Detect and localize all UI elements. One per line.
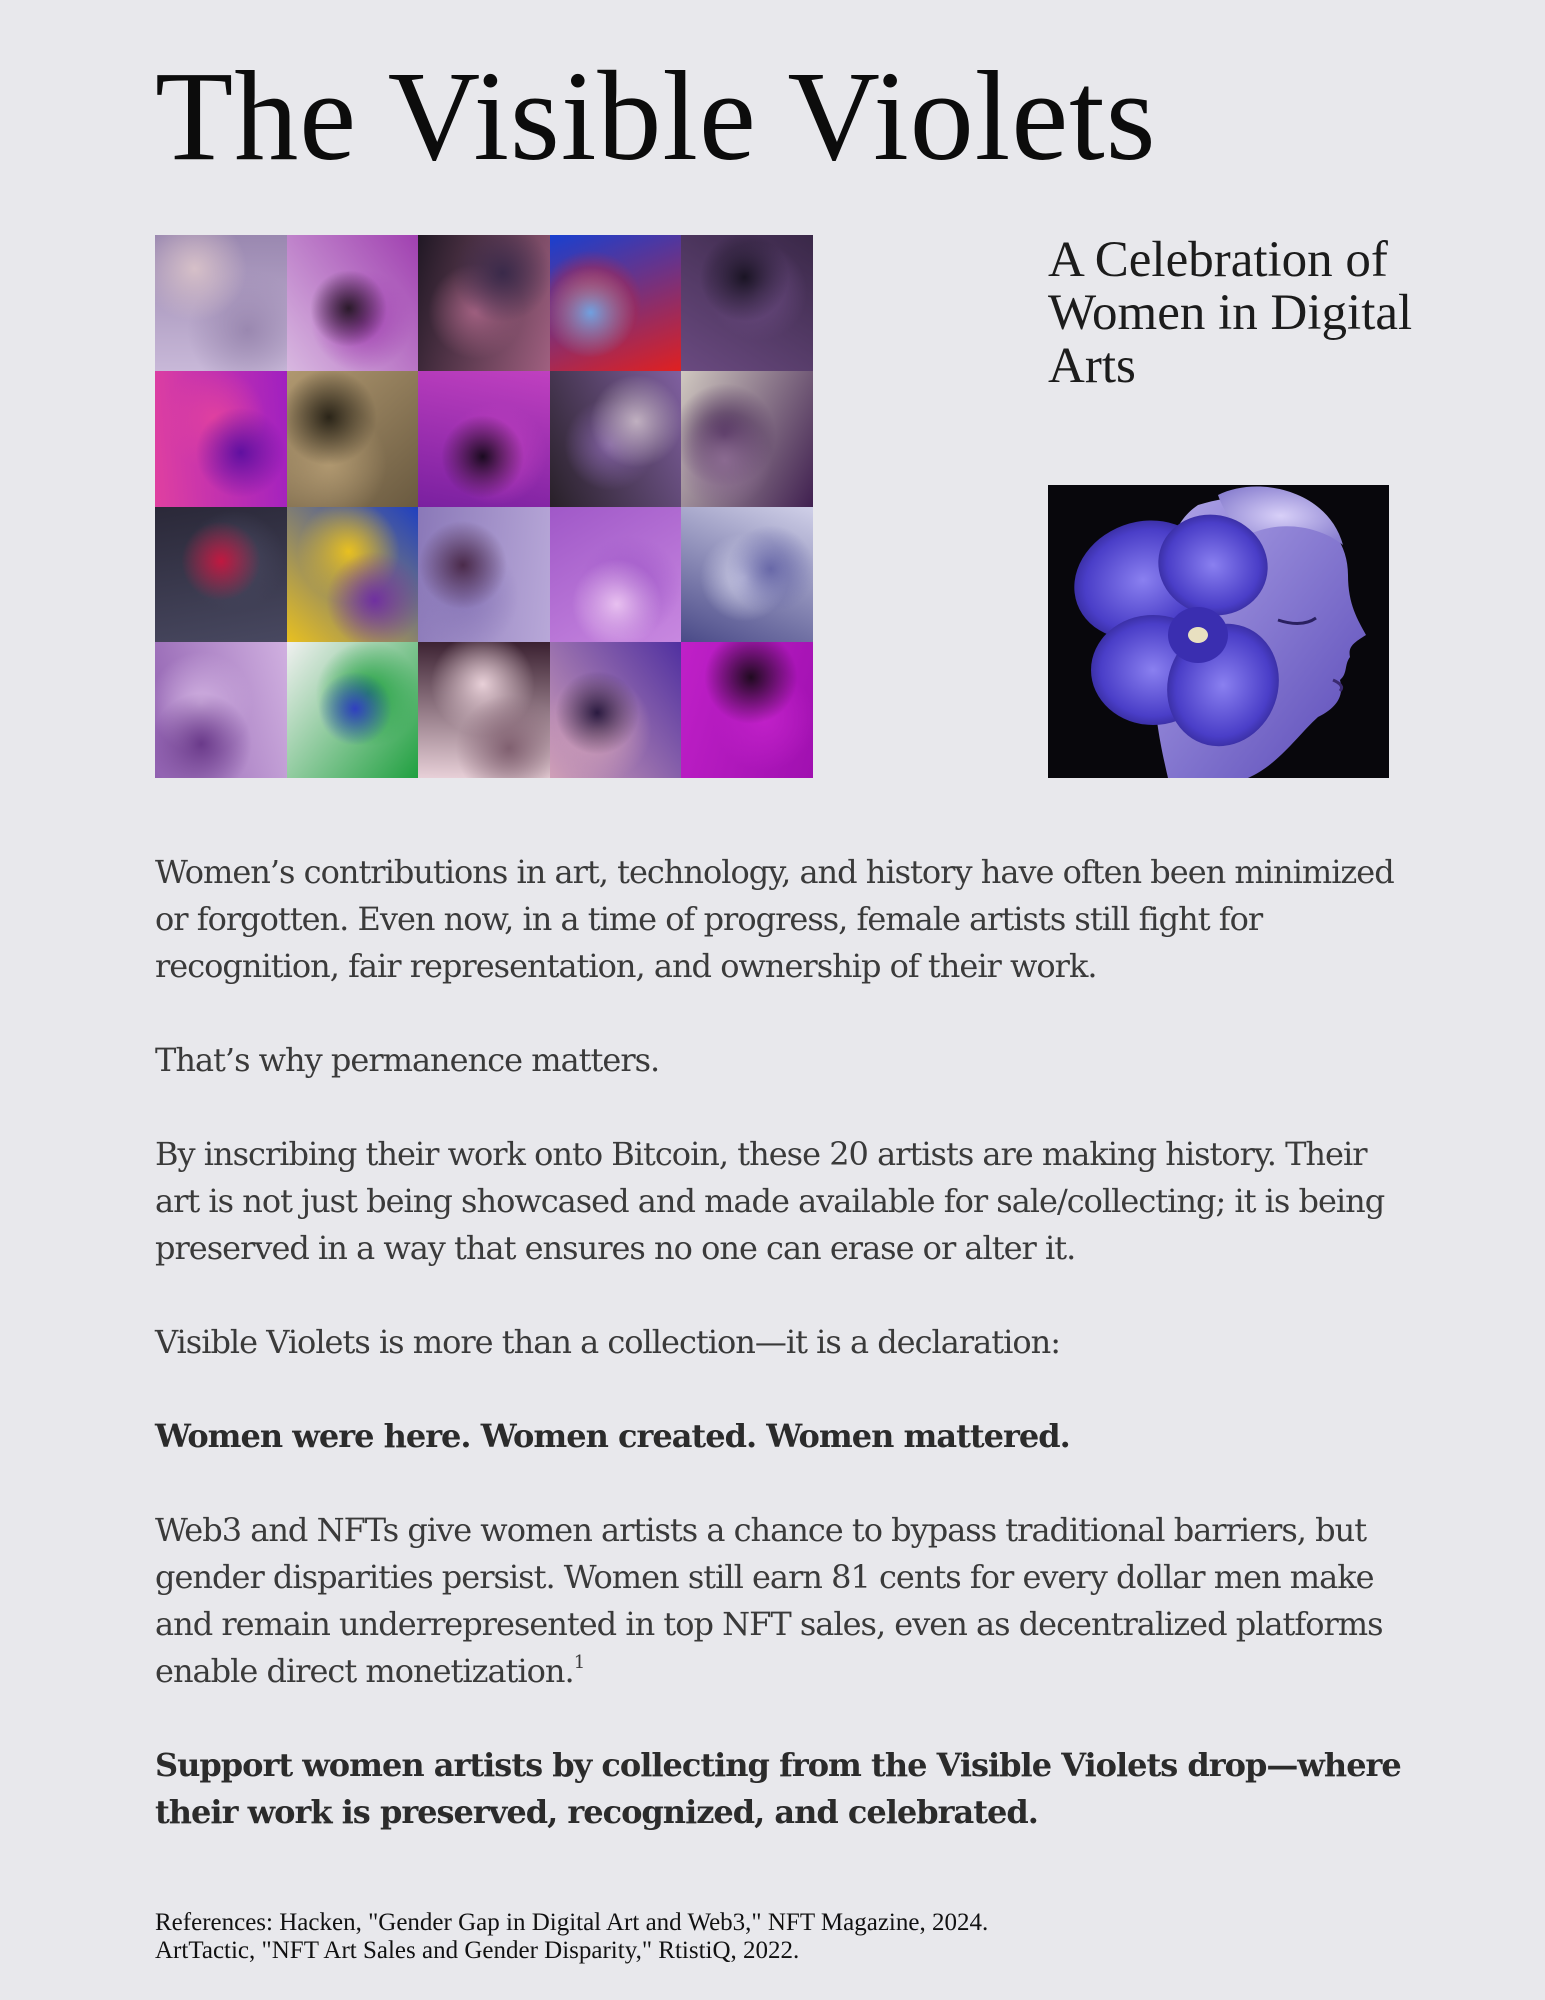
- viola-face-illustration: [1048, 485, 1389, 778]
- lake-scene-tile: [155, 235, 287, 371]
- cubist-woman-tile: [550, 642, 682, 778]
- reference-1: References: Hacken, "Gender Gap in Digital Art and Web3," NFT Magazine, 2024.: [155, 1909, 989, 1936]
- paragraph-text: By inscribing their work onto Bitcoin, these 20 artists are making history. Their art is not just being showcased and made available for sale/collecting; it is being preserved in a way that ensures no one can erase or alter it.: [155, 1135, 1385, 1267]
- paragraph-text: That’s why permanence matters.: [155, 1041, 660, 1079]
- paragraph-text: Women were here. Women created. Women mattered.: [155, 1417, 1070, 1455]
- purple-gown-tile: [681, 371, 813, 507]
- white-figure-tile: [681, 507, 813, 643]
- magenta-dancers-tile: [155, 371, 287, 507]
- shadow-face-tile: [155, 507, 287, 643]
- footnote-marker: 1: [573, 1652, 585, 1673]
- line-face-tile: [681, 642, 813, 778]
- viola-face-svg: [1048, 485, 1389, 778]
- blue-hair-girl-tile: [550, 235, 682, 371]
- flowing-hair-tile: [155, 642, 287, 778]
- abstract-faces-tile: [287, 235, 419, 371]
- paragraph-text: Support women artists by collecting from the Visible Violets drop—where their work is preserved, recognized, and celebrated.: [155, 1746, 1401, 1831]
- dark-florals-tile: [418, 235, 550, 371]
- reaching-hands-tile: [550, 507, 682, 643]
- paragraph: [155, 1507, 1405, 1695]
- paragraph: [155, 849, 1405, 990]
- paragraph: [155, 1131, 1405, 1272]
- paragraph: [155, 1319, 1405, 1366]
- paragraph-text: Visible Violets is more than a collection—it is a declaration:: [155, 1323, 1060, 1361]
- violet-portrait-tile: [681, 235, 813, 371]
- silhouette-profile-tile: [418, 371, 550, 507]
- pixel-art-tile: [418, 507, 550, 643]
- page-title: The Visible Violets: [155, 45, 1157, 187]
- paragraph-text: Women’s contributions in art, technology, and history have often been minimized or forgotten. Even now, in a time of progress, female artists still fight for recognition, fair representation, and ownership of their work.: [155, 853, 1394, 985]
- reference-2: ArtTactic, "NFT Art Sales and Gender Disparity," RtistiQ, 2022.: [155, 1937, 800, 1964]
- pop-art-women-tile: [287, 507, 419, 643]
- paragraph: [155, 1037, 1405, 1084]
- references: [155, 1909, 1455, 1965]
- color-lines-tile: [287, 642, 419, 778]
- golden-woman-tile: [287, 371, 419, 507]
- artwork-mosaic: [155, 235, 813, 778]
- orchid-girl-tile: [418, 642, 550, 778]
- body-text: [155, 849, 1405, 1883]
- paragraph-text: Web3 and NFTs give women artists a chance to bypass traditional barriers, but gender disparities persist. Women still earn 81 cents for every dollar men make and remain underrepresented in top NFT sales, even as decentralized platforms enable direct monetization.: [155, 1511, 1383, 1690]
- page-subtitle: A Celebration of Women in Digital Arts: [1048, 232, 1413, 394]
- emphasis-paragraph: [155, 1742, 1405, 1836]
- cyborg-woman-tile: [550, 371, 682, 507]
- emphasis-paragraph: [155, 1413, 1405, 1460]
